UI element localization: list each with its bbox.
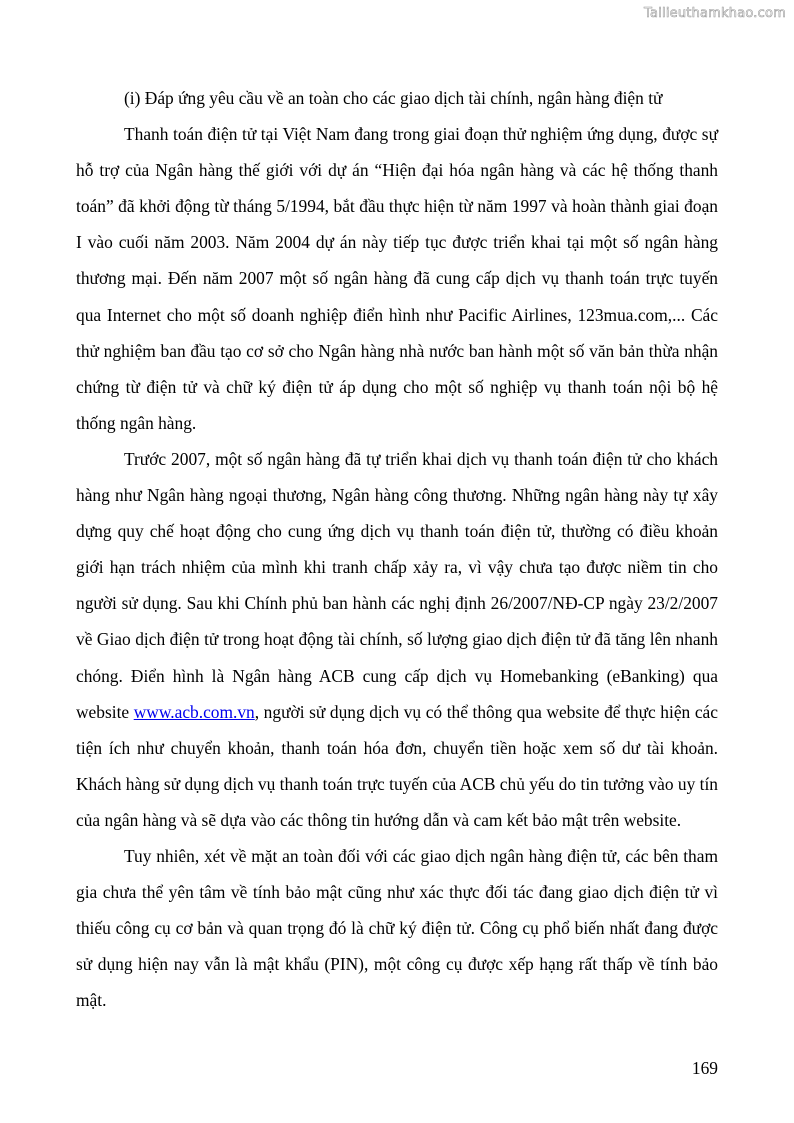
watermark: Tailieuthamkhao.com xyxy=(644,6,786,21)
paragraph-3: Tuy nhiên, xét về mặt an toàn đối với các giao dịch ngân hàng điện tử, các bên tham gia chưa thể yên tâm về tính bảo mật cũng như xác thực đối tác đang giao dịch điện tử vì thiếu công cụ cơ bản và quan trọng đó là chữ ký điện tử. Công cụ phổ biến nhất đang được sử dụng hiện nay vẫn là mật khẩu (PIN), một công cụ được xếp hạng rất thấp về tính bảo mật. xyxy=(76,845,718,1011)
paragraph-2 xyxy=(76,441,718,838)
section-heading: (i) Đáp ứng yêu cầu về an toàn cho các giao dịch tài chính, ngân hàng điện tử xyxy=(124,88,663,108)
paragraph-2-text-before-link: Trước 2007, một số ngân hàng đã tự triển khai dịch vụ thanh toán điện tử cho khách hàng như Ngân hàng ngoại thương, Ngân hàng công thương. Những ngân hàng này tự xây dựng quy chế hoạt động cho cung ứng dịch vụ thanh toán điện tử, thường có điều khoản giới hạn trách nhiệm của mình khi tranh chấp xảy ra, vì vậy chưa tạo được niềm tin cho người sử dụng. Sau khi Chính phủ ban hành các nghị định 26/2007/NĐ-CP ngày 23/2/2007 về Giao dịch điện tử trong hoạt động tài chính, số lượng giao dịch điện tử đã tăng lên nhanh chóng. Điển hình là Ngân hàng ACB cung cấp dịch vụ Homebanking (eBanking) qua website xyxy=(76,448,718,722)
paragraph-2-text-after-link: , người sử dụng dịch vụ có thể thông qua website để thực hiện các tiện ích như chuyển khoản, thanh toán hóa đơn, chuyển tiền hoặc xem số dư tài khoản. Khách hàng sử dụng dịch vụ thanh toán trực tuyến của ACB chủ yếu do tin tưởng vào uy tín của ngân hàng và sẽ dựa vào các thông tin hướng dẫn và cam kết bảo mật trên website. xyxy=(76,701,718,830)
document-body xyxy=(76,80,718,1018)
page-number: 169 xyxy=(691,1058,718,1078)
acb-website-link[interactable]: www.acb.com.vn xyxy=(133,701,255,722)
paragraph-1: Thanh toán điện tử tại Việt Nam đang trong giai đoạn thử nghiệm ứng dụng, được sự hỗ trợ của Ngân hàng thế giới với dự án “Hiện đại hóa ngân hàng và các hệ thống thanh toán” đã khởi động từ tháng 5/1994, bắt đầu thực hiện từ năm 1997 và hoàn thành giai đoạn I vào cuối năm 2003. Năm 2004 dự án này tiếp tục được triển khai tại một số ngân hàng thương mại. Đến năm 2007 một số ngân hàng đã cung cấp dịch vụ thanh toán trực tuyến qua Internet cho một số doanh nghiệp điển hình như Pacific Airlines, 123mua.com,... Các thử nghiệm ban đầu tạo cơ sở cho Ngân hàng nhà nước ban hành một số văn bản thừa nhận chứng từ điện tử và chữ ký điện tử áp dụng cho một số nghiệp vụ thanh toán nội bộ hệ thống ngân hàng. xyxy=(76,124,718,433)
